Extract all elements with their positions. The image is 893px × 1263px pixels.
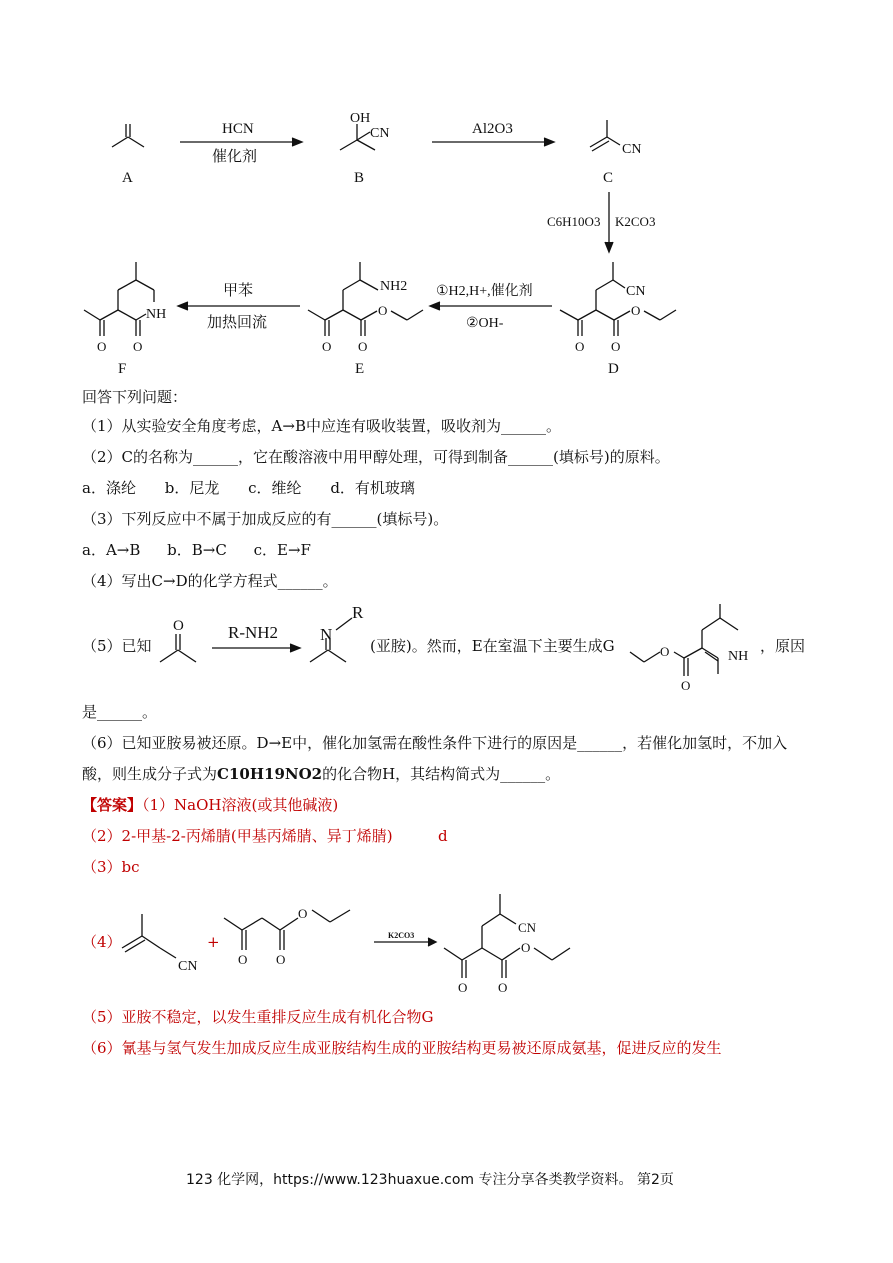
atom-cn-b: CN [370, 126, 390, 141]
reagent-k2co3-a4: K2CO3 [388, 931, 415, 940]
atom-nh-g: NH [728, 649, 749, 664]
question-2-options [82, 478, 415, 498]
question-3-options [82, 540, 311, 560]
option: c．E→F [253, 541, 311, 559]
atom-o-a4-3: O [298, 906, 308, 921]
page-footer: 123 化学网，https://www.123huaxue.com 专注分享各类教学资料。 第2页 [186, 1172, 674, 1188]
reagent-catalyst: 催化剂 [212, 149, 258, 165]
question-1: （1）从实验安全角度考虑，A→B中应连有吸收装置，吸收剂为______。 [82, 417, 561, 435]
atom-o-a4-5: O [498, 980, 508, 995]
label-c: C [603, 170, 614, 186]
answer-1: （1）NaOH溶液(或其他碱液) [142, 796, 339, 814]
atom-o-a4-4: O [458, 980, 468, 995]
atom-oh: OH [350, 111, 371, 126]
atom-nh2: NH2 [380, 279, 408, 294]
atom-o-f1: O [97, 339, 107, 354]
atom-o-a4-6: O [521, 940, 531, 955]
reaction-scheme [0, 0, 893, 380]
label-e: E [355, 361, 365, 377]
option: a．涤纶 [82, 479, 136, 497]
question-3: （3）下列反应中不属于加成反应的有______(填标号)。 [82, 510, 449, 528]
reagent-toluene: 甲苯 [223, 283, 254, 299]
answer-tag: 【答案】 [82, 796, 143, 814]
reagent-k2co3: K2CO3 [615, 214, 656, 229]
question-5-suffix: ，原因 [760, 637, 806, 655]
answer-4-plus: + [207, 933, 220, 951]
option: c．维纶 [248, 479, 302, 497]
atom-nh: NH [146, 307, 167, 322]
answer-6: （6）氰基与氢气发生加成反应生成亚胺结构生成的亚胺结构更易被还原成氨基，促进反应的发生 [82, 1039, 722, 1057]
atom-o-d3: O [631, 303, 641, 318]
atom-o-e3: O [378, 303, 388, 318]
question-5-line2: 是______。 [82, 703, 158, 721]
label-d: D [608, 361, 619, 377]
atom-cn-a4-product: CN [518, 920, 537, 935]
reagent-hcn: HCN [222, 121, 254, 137]
answer-1-row [82, 795, 338, 815]
reagent-h2: ①H2,H+,催化剂 [436, 284, 533, 299]
atom-r: R [352, 603, 364, 622]
atom-o-a4-2: O [276, 952, 286, 967]
answer-2: （2）2-甲基-2-丙烯腈(甲基丙烯腈、异丁烯腈) [82, 827, 393, 845]
option: d．有机玻璃 [330, 479, 415, 497]
atom-o-d2: O [611, 339, 621, 354]
atom-o-f2: O [133, 339, 143, 354]
atom-o-g1: O [660, 644, 670, 659]
atom-cn-d: CN [626, 284, 646, 299]
question-4: （4）写出C→D的化学方程式______。 [82, 572, 338, 590]
reagent-reflux: 加热回流 [207, 315, 268, 331]
option: b．B→C [167, 541, 227, 559]
answer-4-label: （4） [82, 933, 122, 951]
reagent-c6h10o3: C6H10O3 [547, 214, 601, 229]
question-6-line2 [82, 764, 560, 784]
question-2: （2）C的名称为______，它在酸溶液中用甲醇处理，可得到制备______(填标号)的原料。 [82, 448, 670, 466]
q6-formula: C10H19NO2 [217, 765, 323, 783]
reagent-rnh2: R-NH2 [228, 623, 279, 642]
label-b: B [354, 170, 365, 186]
answer-4-equation [0, 880, 893, 1000]
atom-o-d1: O [575, 339, 585, 354]
q6-text-b: 的化合物H，其结构简式为______。 [322, 765, 561, 783]
atom-cn-c: CN [622, 142, 642, 157]
answer-5: （5）亚胺不稳定，以发生重排反应生成有机化合物G [82, 1008, 434, 1026]
reagent-oh: ②OH- [466, 316, 504, 331]
atom-o-e2: O [358, 339, 368, 354]
atom-n: N [320, 625, 333, 644]
option: b．尼龙 [164, 479, 220, 497]
answer-3: （3）bc [82, 858, 140, 876]
atom-o-e1: O [322, 339, 332, 354]
question-5-middle: (亚胺)。然而，E在室温下主要生成G [370, 637, 615, 655]
option: a．A→B [82, 541, 141, 559]
atom-o-a4-1: O [238, 952, 248, 967]
answer-2-choice: d [438, 827, 448, 845]
q6-text-a: 酸，则生成分子式为 [82, 765, 218, 783]
atom-o-g2: O [681, 678, 691, 693]
atom-cn-a4: CN [178, 959, 198, 974]
reagent-al2o3: Al2O3 [472, 121, 513, 137]
atom-o: O [173, 618, 184, 634]
label-f: F [118, 361, 127, 377]
question-5-prefix: （5）已知 [82, 637, 152, 655]
question-6-line1: （6）已知亚胺易被还原。D→E中，催化加氢需在酸性条件下进行的原因是______，若催化加氢时，不加入 [82, 734, 788, 752]
label-a: A [122, 170, 133, 186]
questions-intro: 回答下列问题： [82, 388, 188, 406]
